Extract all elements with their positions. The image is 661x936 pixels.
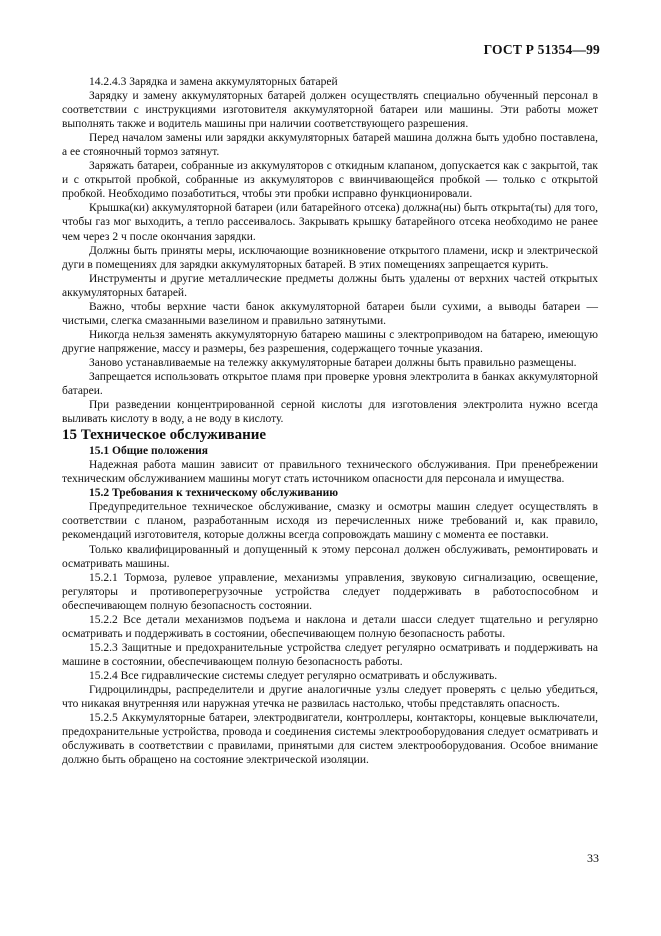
paragraph: Важно, чтобы верхние части банок аккумуляторной батареи были сухими, а выводы батареи — чистыми, слегка смазанными вазелином и правильно затянутыми. (62, 300, 598, 327)
page-number: 33 (587, 851, 599, 865)
paragraph: При разведении концентрированной серной кислоты для изготовления электролита нужно всегда выливать кислоту в воду, а не воду в кислоту. (62, 399, 598, 426)
subsection-title: 14.2.4.3 Зарядка и замена аккумуляторных батарей (89, 76, 338, 88)
paragraph: Заново устанавливаемые на тележку аккумуляторные батареи должны быть правильно размещены. (89, 356, 577, 369)
paragraph: Перед началом замены или зарядки аккумуляторных батарей машина должна быть удобно поставлена, а ее стояночный тормоз затянут. (62, 132, 598, 159)
paragraph: Только квалифицированный и допущенный к этому персонал должен обслуживать, ремонтировать и осматривать машины. (62, 543, 598, 570)
paragraph: Заряжать батареи, собранные из аккумуляторов с откидным клапаном, допускается как с закрытой, так и с открытой пробкой, собранные из аккумуляторов с ввинчивающейся пробкой — только с открытой пробкой. Необходимо позаботиться, чтобы эти пробки исправно функционировали. (62, 160, 598, 201)
subsection-heading: 15.1 Общие положения (89, 445, 208, 458)
paragraph: Должны быть приняты меры, исключающие возникновение открытого пламени, искр и электрической дуги в помещениях для зарядки аккумуляторных батарей. В этих помещениях запрещается курить. (62, 244, 598, 271)
paragraph: Гидроцилиндры, распределители и другие аналогичные узлы следует проверять с целью убедиться, что никакая внутренняя или наружная утечка не развилась настолько, чтобы представлять опасность. (62, 683, 598, 711)
paragraph: 15.2.5 Аккумуляторные батареи, электродвигатели, контроллеры, контакторы, концевые выключатели, предохранительные устройства, провода и соединения системы электрооборудования следует осматривать и обслуживать в соответствии с правилами, принятыми для систем электрооборудования. Особое внимание должно быть обращено на состояние электрической изоляции. (62, 712, 598, 767)
paragraph: 15.2.4 Все гидравлические системы следует регулярно осматривать и обслуживать. (89, 669, 498, 682)
paragraph: Никогда нельзя заменять аккумуляторную батарею машины с электроприводом на батарею, имеющую другие напряжение, массу и размеры, без разрешения, содержащего точные указания. (62, 328, 598, 355)
paragraph: Запрещается использовать открытое пламя при проверке уровня электролита в банках аккумуляторной батареи. (62, 370, 598, 398)
paragraph: Инструменты и другие металлические предметы должны быть удалены от верхних частей открытых аккумуляторных батарей. (62, 272, 598, 299)
standard-code-header: ГОСТ Р 51354—99 (483, 42, 600, 57)
paragraph: 15.2.2 Все детали механизмов подъема и наклона и детали шасси следует тщательно и регулярно осматривать и поддерживать в состоянии, обеспечивающем полную безопасность работы. (62, 613, 598, 640)
paragraph: 15.2.3 Защитные и предохранительные устройства следует регулярно осматривать и поддерживать на машине в состоянии, обеспечивающем полную безопасность работы. (62, 641, 598, 668)
paragraph: Надежная работа машин зависит от правильного технического обслуживания. При пренебрежении техническим обслуживанием машины могут стать источником опасности для персонала и имущества. (62, 459, 598, 486)
paragraph: Предупредительное техническое обслуживание, смазку и осмотры машин следует осуществлять в соответствии с планом, разработанным исходя из перечисленных ниже требований и, как правило, рекомендаций изготовителя, которые должны всегда сопровождать машину с момента ее поставки. (62, 501, 598, 542)
paragraph: Крышка(ки) аккумуляторной батареи (или батарейного отсека) должна(ны) быть открыта(ты) для того, чтобы газ мог выходить, а тепло рассеивалось. Закрывать крышку батарейного отсека необходимо не ранее чем через 2 ч после окончания зарядки. (62, 202, 598, 243)
subsection-heading: 15.2 Требования к техническому обслуживанию (89, 487, 339, 500)
paragraph: Зарядку и замену аккумуляторных батарей должен осуществлять специально обученный персонал в соответствии с инструкциями изготовителя аккумуляторной батареи или машины. Эти работы может выполнять также и водитель машины при наличии соответствующего разрешения. (62, 90, 598, 131)
document-body (62, 75, 598, 767)
paragraph: 15.2.1 Тормоза, рулевое управление, механизмы управления, звуковую сигнализацию, освещение, регуляторы и противоперегрузочные устройства следует поддерживать в работоспособном и обеспечивающем полную безопасность состоянии. (62, 571, 598, 612)
section-title: 15 Техническое обслуживание (62, 427, 267, 444)
